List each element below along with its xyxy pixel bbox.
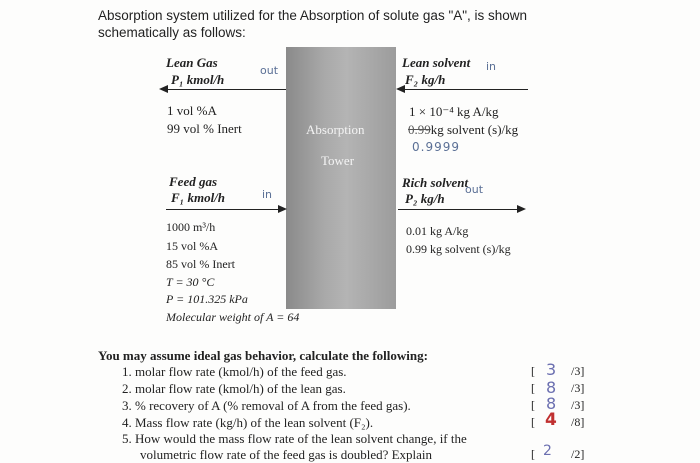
question-3 [122,397,411,414]
question-4-text: Mass flow rate (kg/h) of the lean solvent (F₂). [135,415,374,430]
marks-1: /3] [571,364,585,378]
header-line-2: schematically as follows: [98,25,246,40]
questions-intro: You may assume ideal gas behavior, calculate the following: [98,348,428,363]
mark-bracket-1: [ [531,364,535,378]
lean-solvent-flow: F₂ kg/h [405,72,446,87]
lean-gas-handnote: out [260,64,279,77]
lean-gas-arrow-line [166,89,286,90]
lean-solvent-handwritten: 0.9999 [412,140,460,154]
tower-label-1: Absorption [306,122,365,137]
feed-gas-flow: F₁ kmol/h [171,190,226,205]
feed-gas-handnote: in [262,188,273,201]
marks-5: /2] [571,447,585,461]
hand-mark-3: 8 [546,394,557,413]
lean-gas-comp-2: 99 vol % Inert [167,121,242,136]
feed-gas-prop-3: T = 30 °C [166,275,215,289]
question-2 [122,380,346,397]
mark-bracket-2: [ [531,381,535,395]
question-4-num: 4. [122,415,132,430]
feed-gas-prop-2: 85 vol % Inert [166,257,235,271]
question-5-cont-text: volumetric flow rate of the feed gas is doubled? Explain [140,447,433,462]
question-1-num: 1. [122,364,132,379]
lean-gas-flow: P₁ kmol/h [171,72,225,87]
lean-solvent-struck-value: 0.99 [408,122,431,137]
question-5-cont [140,446,432,463]
hand-mark-5: 2 [543,443,552,459]
feed-gas-prop-5: Molecular weight of A = 64 [166,310,300,324]
rich-solvent-comp-2: 0.99 kg solvent (s)/kg [406,242,511,256]
mark-bracket-4: [ [531,415,535,429]
rich-solvent-flow: P₂ kg/h [405,191,445,206]
feed-gas-arrow-head [278,205,287,213]
rich-solvent-arrow-head [517,205,526,213]
question-1-text: molar flow rate (kmol/h) of the feed gas. [135,364,347,379]
question-3-text: % recovery of A (% removal of A from the feed gas). [135,398,411,413]
question-5-text: How would the mass flow rate of the lean solvent change, if the [135,431,467,446]
feed-gas-prop-0: 1000 m³/h [166,220,216,234]
rich-solvent-comp-1: 0.01 kg A/kg [406,224,469,238]
lean-solvent-handnote: in [486,60,497,73]
header-line-1: Absorption system utilized for the Absorption of solute gas "A", is shown [98,8,528,23]
marks-3: /3] [571,398,585,412]
question-2-num: 2. [122,381,132,396]
feed-gas-arrow-line [166,209,279,210]
lean-gas-comp-1: 1 vol %A [167,103,217,118]
hand-mark-2: 8 [546,378,557,397]
tower-label-2: Tower [321,153,355,168]
question-4 [122,414,373,431]
marks-4: /8] [571,415,585,429]
marks-2: /3] [571,381,585,395]
lean-solvent-arrow-line [404,89,528,90]
question-5-num: 5. [122,431,132,446]
mark-bracket-5: [ [531,447,535,461]
hand-mark-4: 4 [545,410,557,430]
question-1 [122,363,347,380]
lean-solvent-comp-2: kg solvent (s)/kg [430,122,519,137]
lean-gas-title: Lean Gas [166,55,218,70]
rich-solvent-arrow-line [398,209,518,210]
lean-solvent-title: Lean solvent [402,55,471,70]
lean-solvent-comp-1: 1 × 10⁻⁴ kg A/kg [409,104,499,119]
absorption-tower [286,47,396,309]
rich-solvent-title: Rich solvent [402,175,469,190]
feed-gas-prop-1: 15 vol %A [166,239,218,253]
feed-gas-prop-4: P = 101.325 kPa [166,292,248,306]
rich-solvent-handnote: out [465,183,484,196]
hand-mark-1: 3 [546,360,557,379]
question-5 [122,430,467,447]
question-3-num: 3. [122,398,132,413]
question-2-text: molar flow rate (kmol/h) of the lean gas. [135,381,346,396]
lean-solvent-comp-2-line [408,122,518,138]
mark-bracket-3: [ [531,398,535,412]
feed-gas-title: Feed gas [169,174,218,189]
